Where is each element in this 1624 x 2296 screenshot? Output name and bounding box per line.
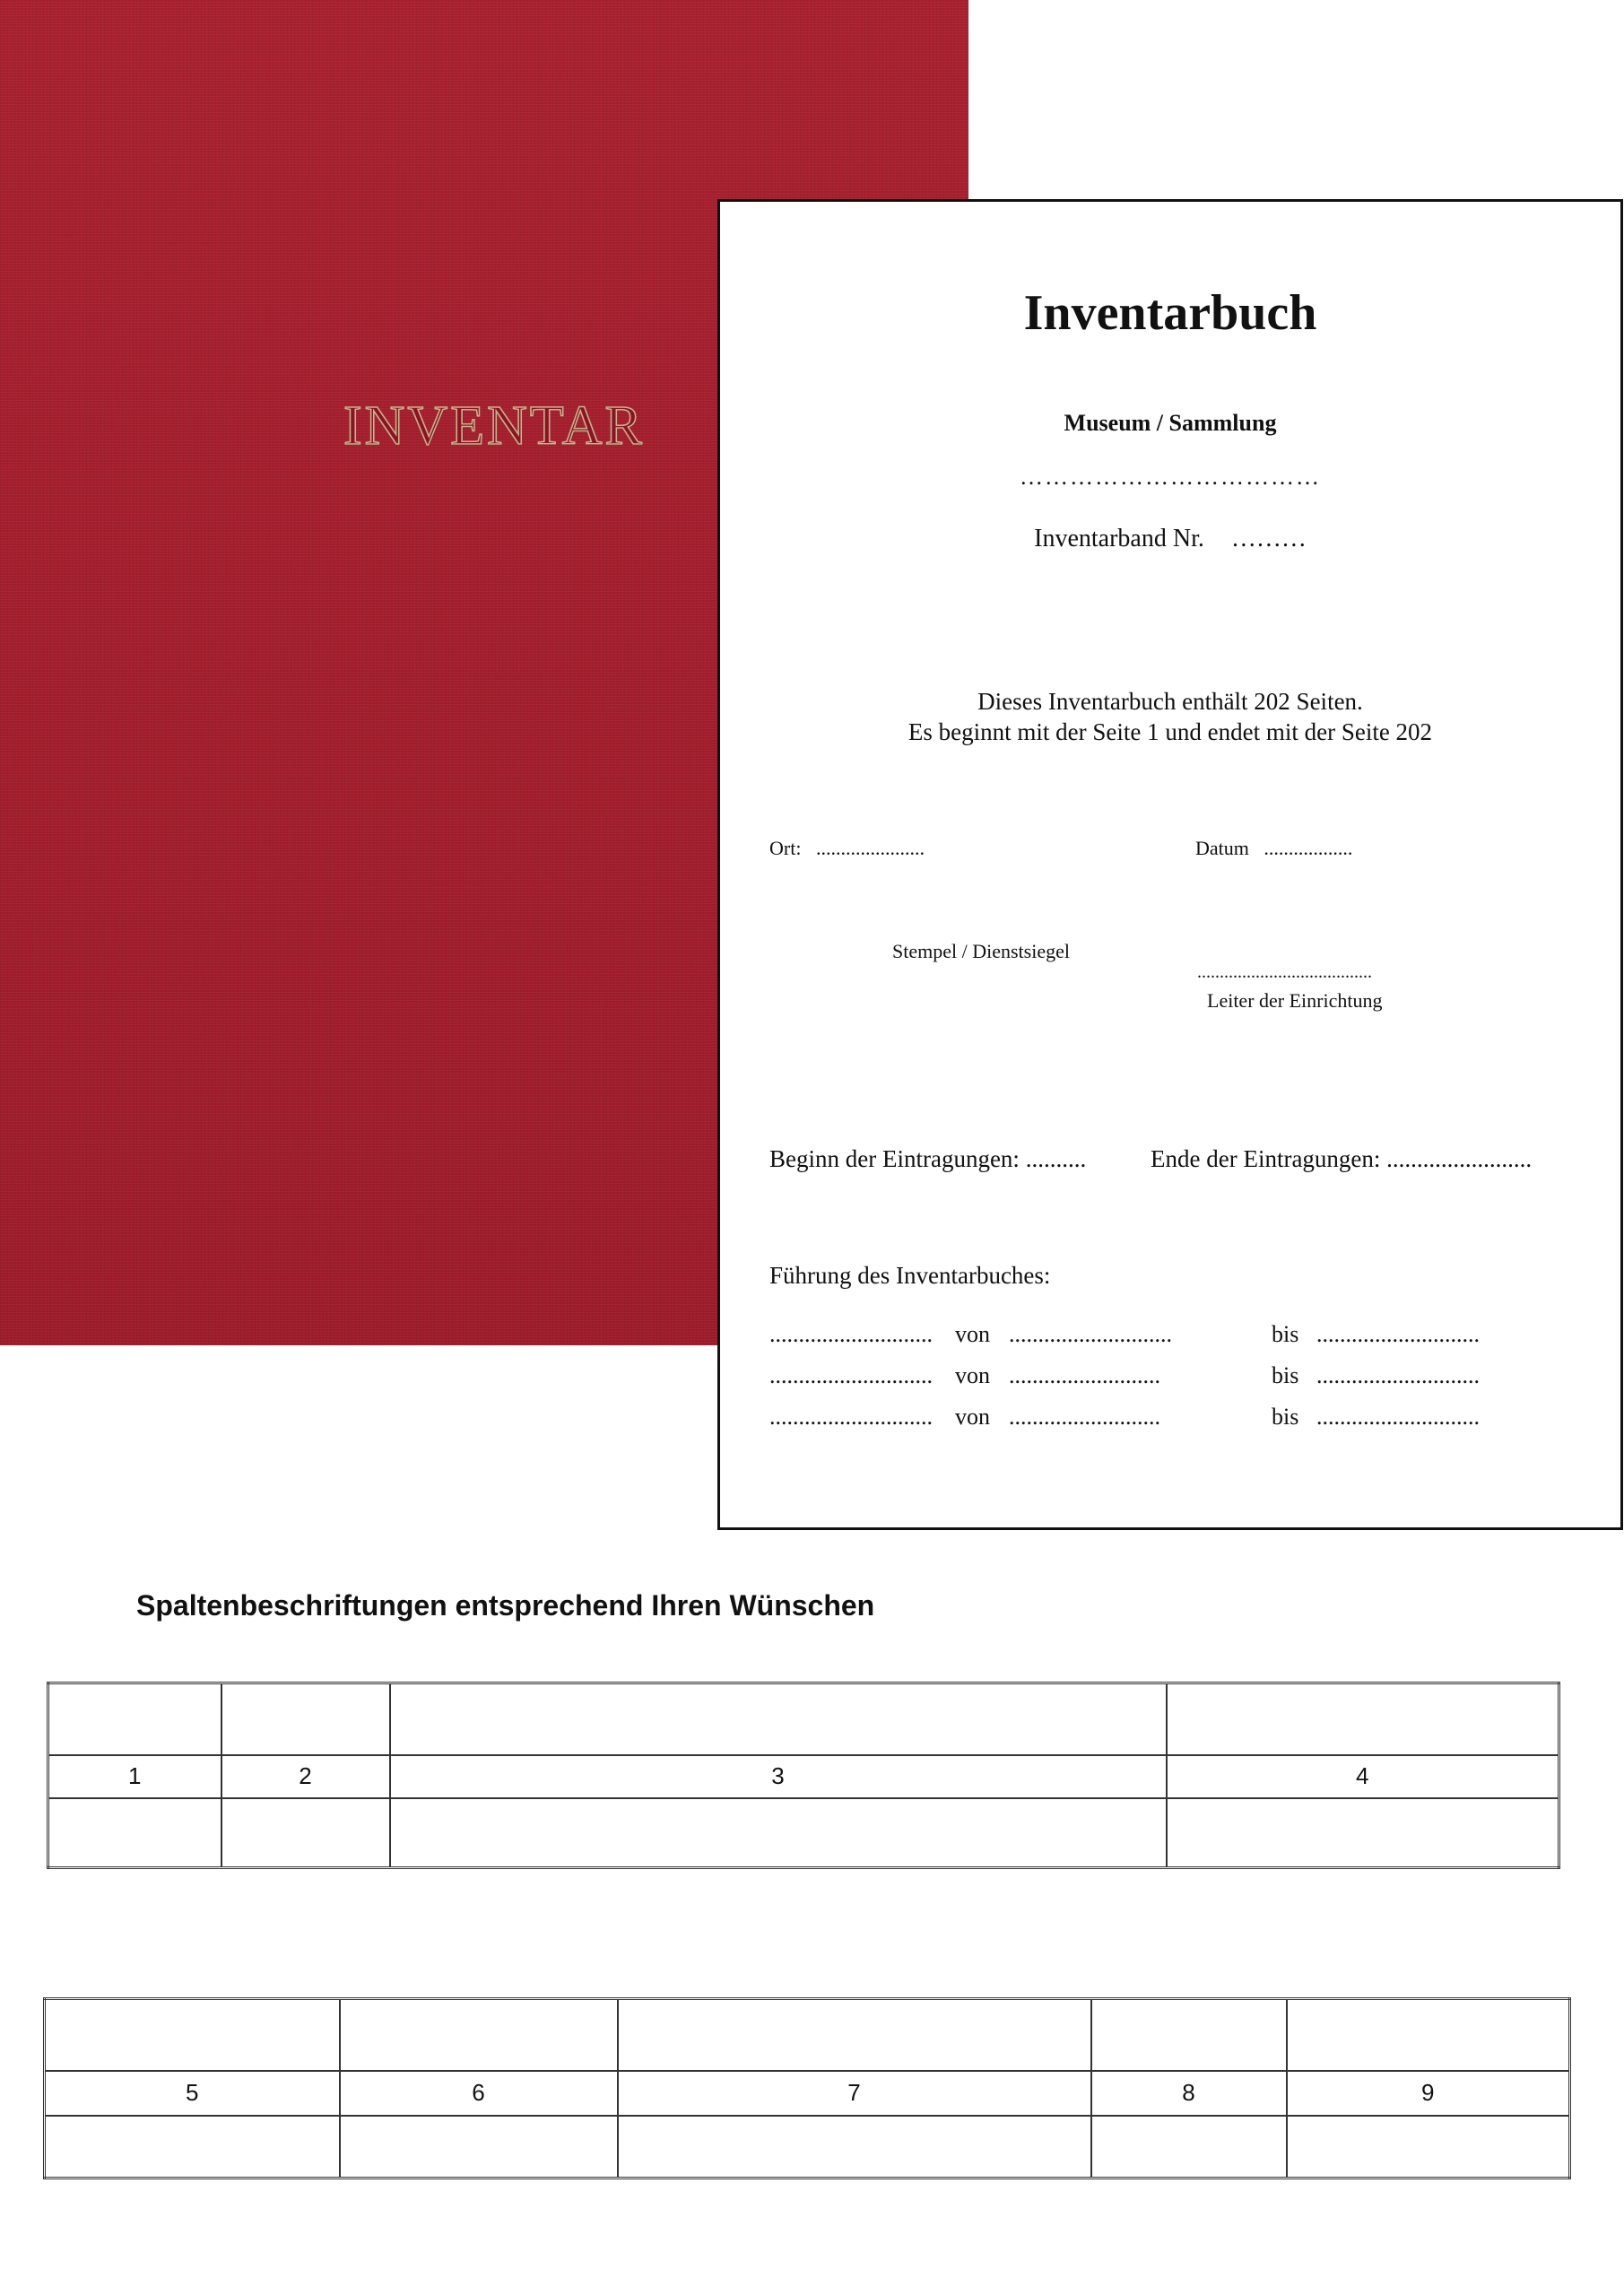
museum-label: Museum / Sammlung <box>1064 410 1277 436</box>
management-row <box>769 1362 1576 1393</box>
column-layout-table-b <box>43 1997 1571 2179</box>
stamp-label: Stempel / Dienstsiegel <box>892 940 1070 962</box>
table-cell <box>1091 1999 1287 2071</box>
page-title: Inventarbuch <box>1023 285 1317 341</box>
column-number: 5 <box>45 2071 340 2116</box>
column-number: 3 <box>390 1755 1167 1798</box>
table-cell <box>1287 2116 1570 2179</box>
director-label: Leiter der Einrichtung <box>1207 989 1383 1012</box>
von-fill-line: .......................... <box>1009 1404 1160 1430</box>
name-fill-line: ............................ <box>769 1362 933 1388</box>
management-label: Führung des Inventarbuches: <box>769 1262 1051 1289</box>
table-cell <box>390 1683 1167 1755</box>
table-cell <box>1167 1683 1559 1755</box>
table-header-row <box>48 1683 1559 1755</box>
column-number-row <box>48 1755 1559 1798</box>
datum-label: Datum <box>1195 837 1249 859</box>
table-cell <box>340 1999 618 2071</box>
von-label: von <box>955 1321 990 1347</box>
cover-title: INVENTAR <box>343 396 645 457</box>
management-row <box>769 1321 1576 1352</box>
name-fill-line: ............................ <box>769 1321 933 1347</box>
page-count-info <box>720 686 1620 747</box>
entries-end-field <box>1151 1145 1532 1173</box>
entries-end-fill-line: ........................ <box>1386 1145 1533 1172</box>
bis-fill-line: ............................ <box>1316 1404 1480 1430</box>
band-fill-line: ……… <box>1230 525 1307 552</box>
section-heading: Spaltenbeschriftungen entsprechend Ihren Wünschen <box>136 1589 875 1622</box>
museum-fill-line: ……………………………… <box>1020 464 1321 490</box>
column-number: 4 <box>1167 1755 1559 1798</box>
management-row <box>769 1404 1576 1434</box>
name-fill-line: ............................ <box>769 1404 933 1430</box>
von-label: von <box>955 1404 990 1430</box>
entries-start-field <box>769 1145 1086 1173</box>
table-cell <box>221 1798 390 1868</box>
page-bottom-margin <box>0 2181 1624 2296</box>
table-header-row <box>45 1999 1570 2071</box>
ort-field <box>769 837 925 860</box>
page-count-line: Dieses Inventarbuch enthält 202 Seiten. <box>977 688 1363 715</box>
column-number: 8 <box>1091 2071 1287 2116</box>
column-number: 6 <box>340 2071 618 2116</box>
column-number: 1 <box>48 1755 221 1798</box>
table-cell <box>45 1999 340 2071</box>
table-cell <box>48 1798 221 1868</box>
band-label: Inventarband Nr. <box>1034 525 1204 552</box>
bis-label: bis <box>1272 1404 1299 1430</box>
table-row <box>48 1798 1559 1868</box>
bis-label: bis <box>1272 1362 1299 1388</box>
ort-label: Ort: <box>769 837 802 859</box>
column-number: 2 <box>221 1755 390 1798</box>
column-number-row <box>45 2071 1570 2116</box>
column-number: 7 <box>618 2071 1091 2116</box>
bis-fill-line: ............................ <box>1316 1321 1480 1347</box>
ort-fill-line: ...................... <box>815 837 925 859</box>
von-label: von <box>955 1362 990 1388</box>
table-cell <box>1167 1798 1559 1868</box>
table-cell <box>390 1798 1167 1868</box>
entries-start-fill-line: .......... <box>1025 1145 1087 1172</box>
von-fill-line: ............................ <box>1009 1321 1172 1347</box>
table-cell <box>340 2116 618 2179</box>
table-cell <box>618 1999 1091 2071</box>
bis-fill-line: ............................ <box>1316 1362 1480 1388</box>
datum-field <box>1195 837 1352 860</box>
table-cell <box>618 2116 1091 2179</box>
table-row <box>45 2116 1570 2179</box>
von-fill-line: .......................... <box>1009 1362 1160 1388</box>
datum-fill-line: .................. <box>1264 837 1353 859</box>
band-number-line <box>720 525 1620 553</box>
table-cell <box>1287 1999 1570 2071</box>
page-range-line: Es beginnt mit der Seite 1 und endet mit der Seite 202 <box>908 718 1433 745</box>
bis-label: bis <box>1272 1321 1299 1347</box>
title-page <box>717 199 1623 1530</box>
table-cell <box>221 1683 390 1755</box>
entries-start-label: Beginn der Eintragungen: <box>769 1145 1020 1172</box>
column-number: 9 <box>1287 2071 1570 2116</box>
column-layout-table-a <box>47 1682 1560 1869</box>
signature-fill-line: ....................................... <box>1197 962 1372 982</box>
table-cell <box>45 2116 340 2179</box>
table-cell <box>48 1683 221 1755</box>
table-cell <box>1091 2116 1287 2179</box>
entries-end-label: Ende der Eintragungen: <box>1151 1145 1381 1172</box>
